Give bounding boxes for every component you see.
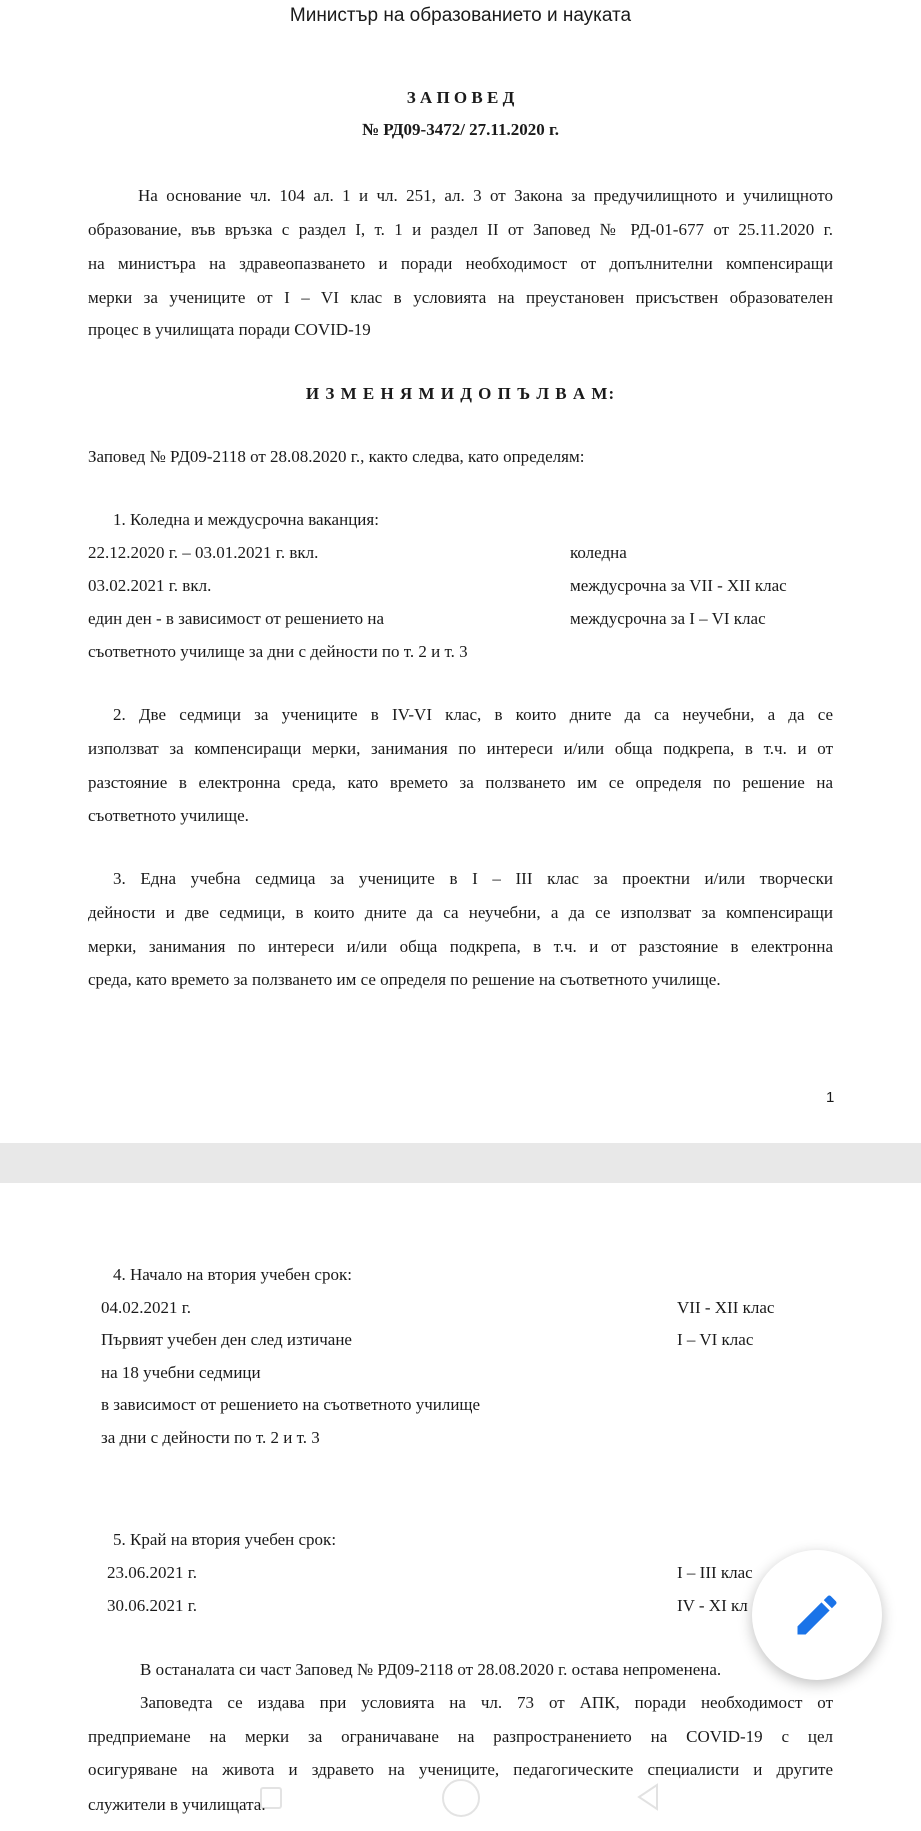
issued-line: Заповедта се издава при условията на чл. 73 от АПК, поради необходимост от bbox=[140, 1693, 833, 1712]
item1-row-left: 22.12.2020 г. – 03.01.2021 г. вкл. bbox=[88, 543, 319, 562]
preamble-line: на министъра на здравеопазването и поради необходимост от допълнителни компенсиращи bbox=[88, 254, 833, 273]
page-number: 1 bbox=[826, 1089, 835, 1106]
item2-line: разстояние в електронна среда, като времето за ползването им се определя по решение на bbox=[88, 773, 833, 792]
item4-title: 4. Начало на втория учебен срок: bbox=[113, 1265, 352, 1284]
item4-row-right: I – VI клас bbox=[677, 1330, 754, 1349]
order-title: З А П О В Е Д bbox=[406, 88, 515, 107]
section-heading: И З М Е Н Я М И Д О П Ъ Л В А М: bbox=[305, 384, 616, 403]
item4-row-right: VII - XII клас bbox=[677, 1298, 775, 1317]
item3-line: среда, като времето за ползването им се определя по решение на съответното училище. bbox=[88, 970, 721, 989]
pencil-icon bbox=[791, 1589, 843, 1641]
nav-recents-icon bbox=[260, 1787, 282, 1809]
preamble-line: мерки за учениците от I – VI клас в условията на преустановен присъствен образователен bbox=[88, 288, 833, 307]
item1-row-right: коледна bbox=[570, 543, 627, 562]
issued-line: предприемане на мерки за ограничаване на разпространението на COVID-19 с цел bbox=[88, 1727, 833, 1746]
item5-row-right: I – III клас bbox=[677, 1563, 753, 1582]
item1-row-left: един ден - в зависимост от решението на bbox=[88, 609, 385, 628]
preamble-line: процес в училищата поради COVID-19 bbox=[88, 320, 371, 339]
item4-row-left: на 18 учебни седмици bbox=[101, 1363, 261, 1382]
item3-line: 3. Една учебна седмица за учениците в I – III клас за проектни и/или творчески bbox=[113, 869, 833, 888]
item3-line: мерки, занимания по интереси и/или обща подкрепа, в т.ч. и от разстояние в електронна bbox=[88, 937, 833, 956]
item1-title: 1. Коледна и междусрочна ваканция: bbox=[113, 510, 379, 529]
item4-row-left: за дни с дейности по т. 2 и т. 3 bbox=[101, 1428, 320, 1447]
item4-row-left: в зависимост от решението на съответното училище bbox=[101, 1395, 481, 1414]
preamble-line: На основание чл. 104 ал. 1 и чл. 251, ал. 3 от Закона за предучилищното и училищното bbox=[138, 186, 833, 205]
preamble-line: образование, във връзка с раздел I, т. 1 и раздел II от Заповед № РД-01-677 от 25.11.2020 г. bbox=[88, 220, 833, 239]
item2-line: използват за компенсиращи мерки, занимания по интереси и/или обща подкрепа, в т.ч. и от bbox=[88, 739, 833, 758]
ministry-header: Министър на образованието и науката bbox=[289, 5, 632, 26]
nav-home-icon bbox=[442, 1779, 480, 1817]
item5-row-right: IV - XI кл bbox=[677, 1596, 748, 1615]
nav-back-icon bbox=[635, 1783, 661, 1811]
item5-title: 5. Край на втория учебен срок: bbox=[113, 1530, 337, 1549]
issued-line: осигуряване на живота и здравето на учениците, педагогическите специалисти и другите bbox=[88, 1760, 833, 1779]
document-page-2 bbox=[0, 1183, 921, 1831]
item2-line: съответното училище. bbox=[88, 806, 249, 825]
item1-row-right: междусрочна за I – VI клас bbox=[570, 609, 766, 628]
item3-line: дейности и две седмици, в които дните да са неучебни, а да се използват за компенсиращи bbox=[88, 903, 833, 922]
item1-row-left: 03.02.2021 г. вкл. bbox=[88, 576, 212, 595]
item2-line: 2. Две седмици за учениците в IV-VI клас, в които дните да са неучебни, а да се bbox=[113, 705, 833, 724]
item5-row-left: 30.06.2021 г. bbox=[107, 1596, 198, 1615]
edit-button[interactable] bbox=[752, 1550, 882, 1680]
order-number: № РД09-3472/ 27.11.2020 г. bbox=[361, 120, 560, 139]
intro-line: Заповед № РД09-2118 от 28.08.2020 г., както следва, като определям: bbox=[88, 447, 585, 466]
remainder-line: В останалата си част Заповед № РД09-2118 от 28.08.2020 г. остава непроменена. bbox=[140, 1660, 722, 1679]
item4-row-left: Първият учебен ден след изтичане bbox=[101, 1330, 352, 1349]
item1-row-left: съответното училище за дни с дейности по т. 2 и т. 3 bbox=[88, 642, 468, 661]
item4-row-left: 04.02.2021 г. bbox=[101, 1298, 192, 1317]
item5-row-left: 23.06.2021 г. bbox=[107, 1563, 198, 1582]
item1-row-right: междусрочна за VII - XII клас bbox=[570, 576, 787, 595]
issued-line: служители в училищата. bbox=[88, 1795, 266, 1814]
